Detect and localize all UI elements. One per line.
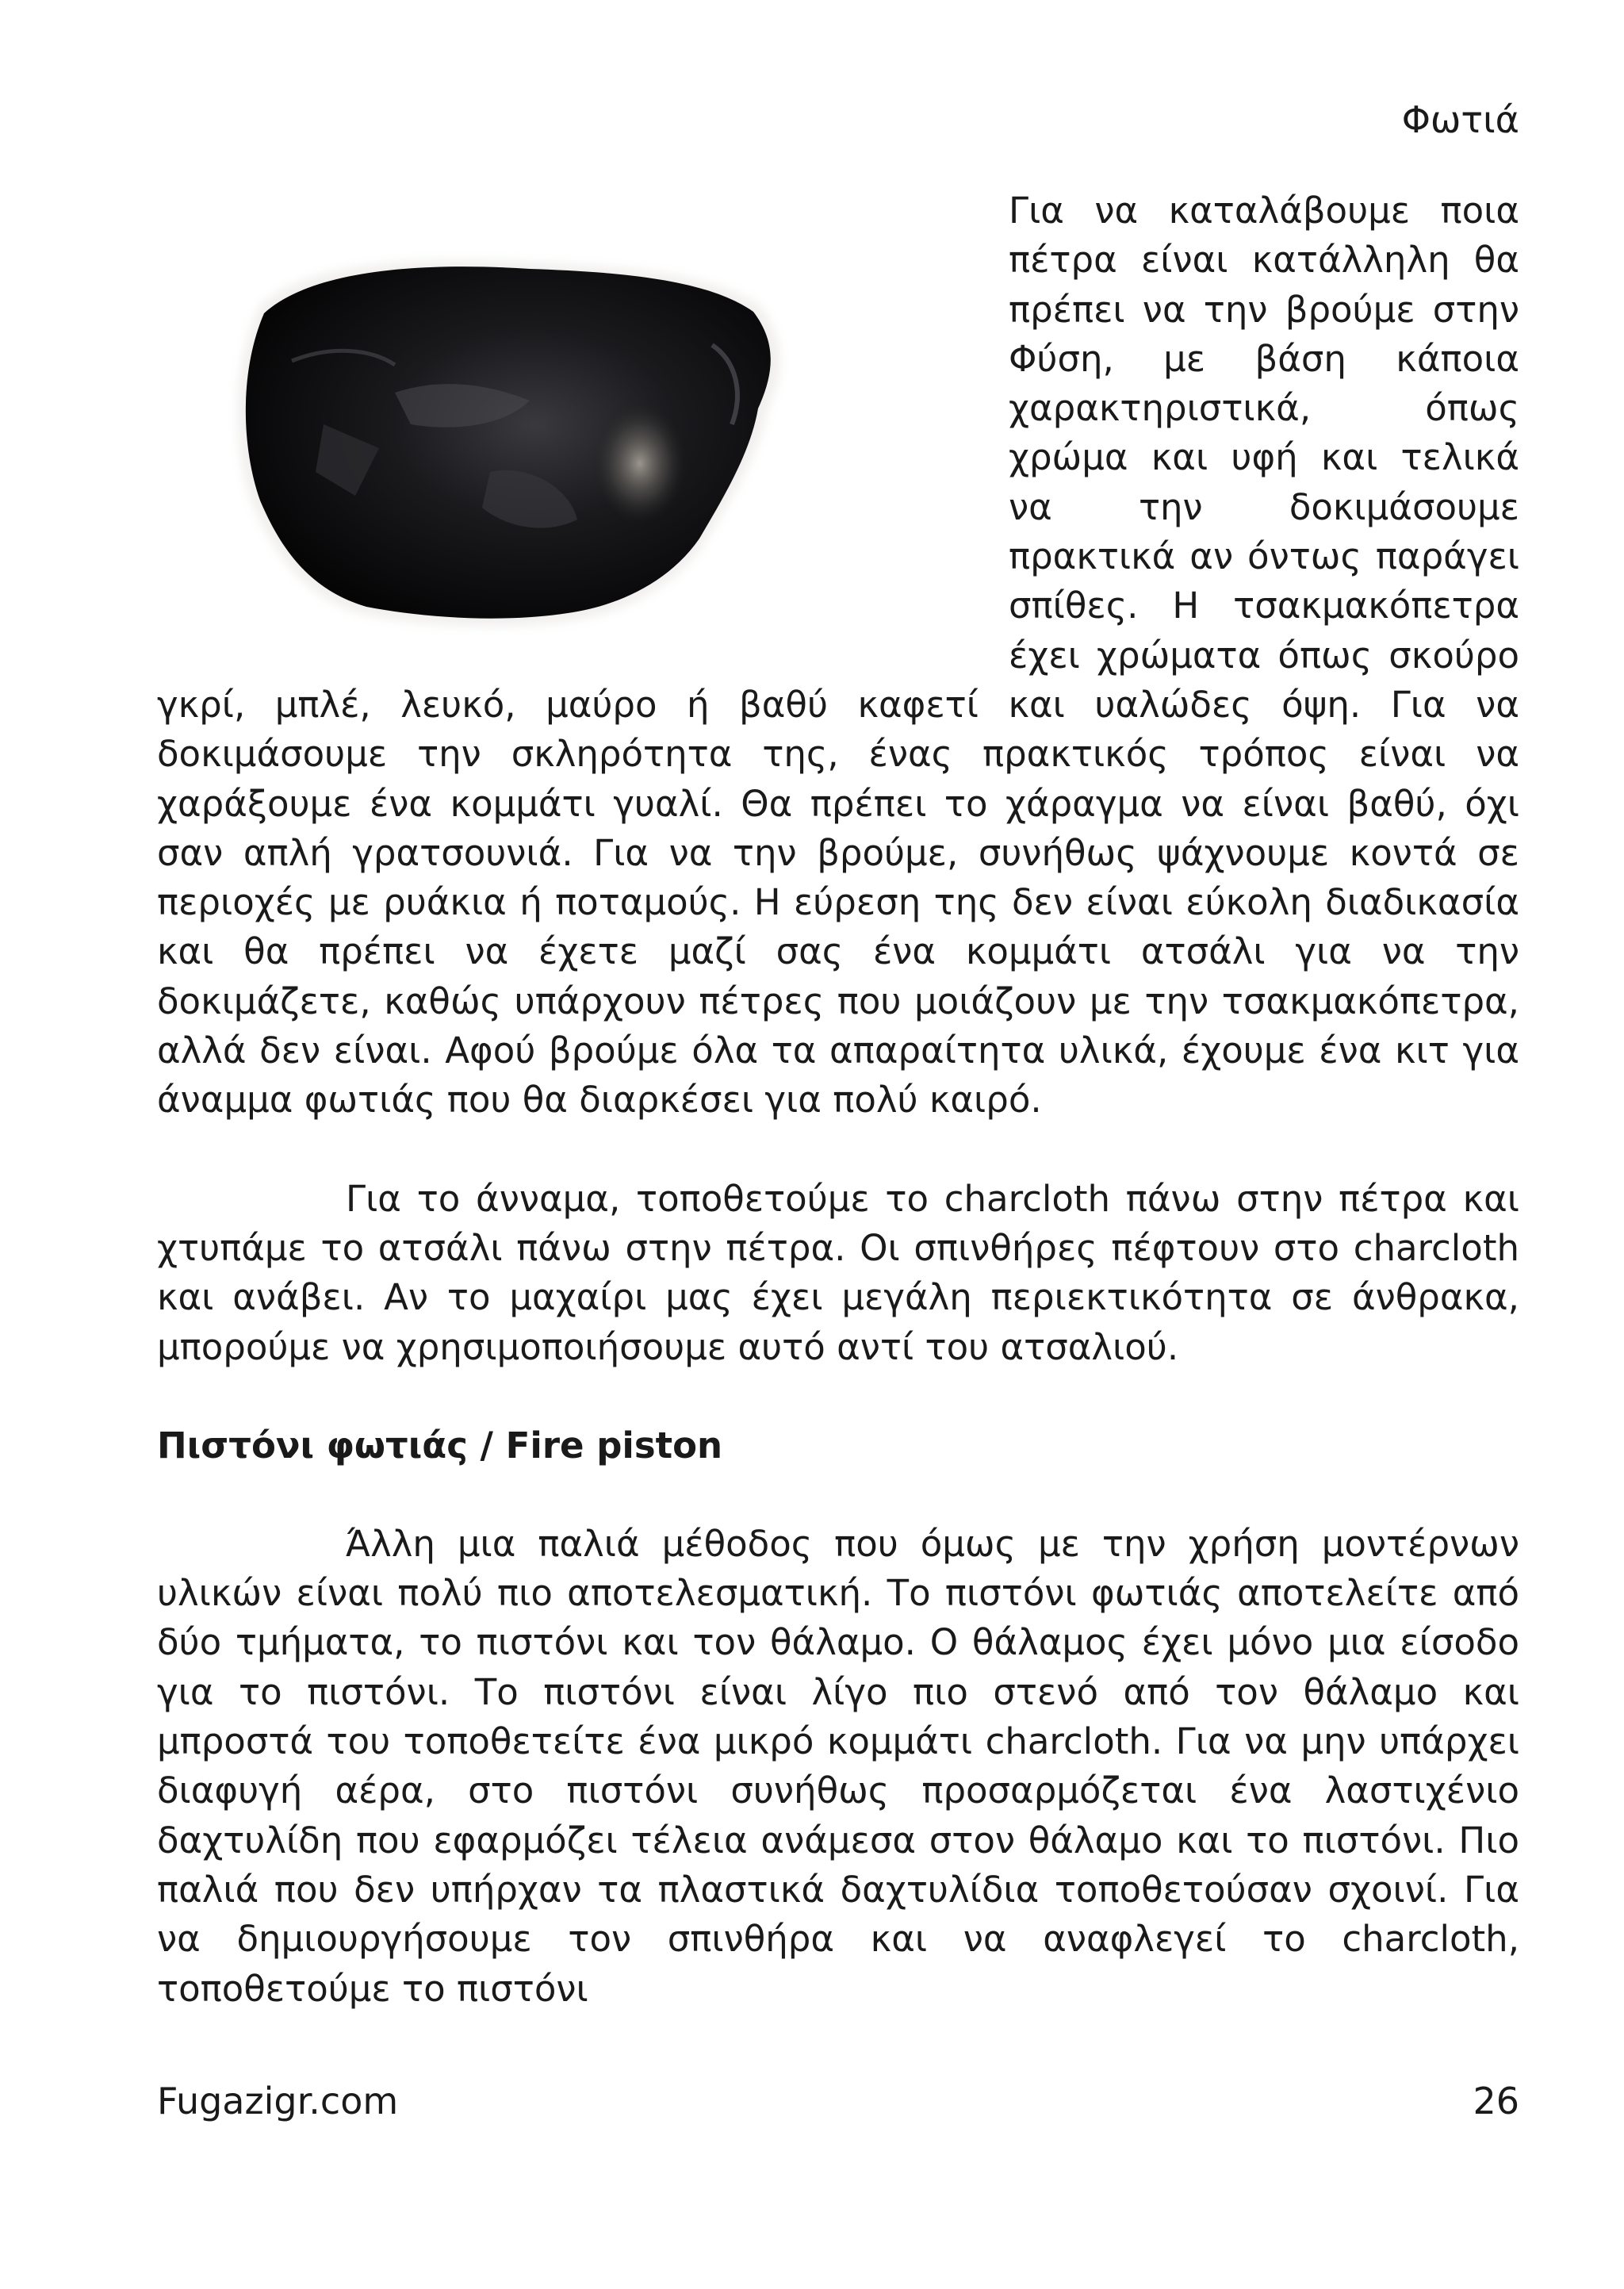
body-text bbox=[157, 186, 1519, 2014]
paragraph-lighting: Για το άνναμα, τοποθετούμε το charcloth πάνω στην πέτρα και χτυπάμε το ατσάλι πάνω στην πέτρα. Οι σπινθήρες πέφτουν στο charcloth και ανάβει. Αν το μαχαίρι μας έχει μεγάλη περιεκτικότητα σε άνθρακα, μπορούμε να χρησιμοποιήσουμε αυτό αντί του ατσαλιού. bbox=[157, 1177, 1519, 1368]
paragraph-fire-piston: Άλλη μια παλιά μέθοδος που όμως με την χρήση μοντέρνων υλικών είναι πολύ πιο αποτελεσματική. Το πιστόνι φωτιάς αποτελείτε από δύο τμήματα, το πιστόνι και τον θάλαμο. Ο θάλαμος έχει μόνο μια είσοδο για το πιστόνι. Το πιστόνι είναι λίγο πιο στενό από τον θάλαμο και μπροστά του τοποθετείτε ένα μικρό κομμάτι charcloth. Για να μην υπάρχει διαφυγή αέρα, στο πιστόνι συνήθως προσαρμόζεται ένα λαστιχένιο δαχτυλίδη που εφαρμόζει τέλεια ανάμεσα στον θάλαμο και το πιστόνι. Πιο παλιά που δεν υπήρχαν τα πλαστικά δαχτυλίδια τοποθετούσαν σχοινί. Για να δημιουργήσουμε τον σπινθήρα και να αναφλεγεί το charcloth, τοποθετούμε το πιστόνι bbox=[157, 1522, 1519, 2010]
flint-stone-image bbox=[157, 186, 874, 654]
chapter-title: Φωτιά bbox=[1401, 98, 1519, 141]
footer-site: Fugazigr.com bbox=[157, 2080, 399, 2122]
flint-stone-icon bbox=[157, 186, 874, 654]
section-heading-fire-piston: Πιστόνι φωτιάς / Fire piston bbox=[157, 1424, 723, 1467]
page-number: 26 bbox=[1473, 2080, 1519, 2122]
paragraph-flint-identification: Για να καταλάβουμε ποια πέτρα είναι κατάλληλη θα πρέπει να την βρούμε στην Φύση, με βάση κάποια χαρακτηριστικά, όπως χρώμα και υφή και τελικά να την δοκιμάσουμε πρακτικά αν όντως παράγει σπίθες. Η τσακμακόπετρα έχει χρώματα όπως σκούρο γκρί, μπλέ, λευκό, μαύρο ή βαθύ καφετί και υαλώδες όψη. Για να δοκιμάσουμε την σκληρότητα της, ένας πρακτικός τρόπος είναι να χαράξουμε ένα κομμάτι γυαλί. Θα πρέπει το χάραγμα να είναι βαθύ, όχι σαν απλή γρατσουνιά. Για να την βρούμε, συνήθως ψάχνουμε κοντά σε περιοχές με ρυάκια ή ποταμούς. Η εύρεση της δεν είναι εύκολη διαδικασία και θα πρέπει να έχετε μαζί σας ένα κομμάτι ατσάλι για να την δοκιμάζετε, καθώς υπάρχουν πέτρες που μοιάζουν με την τσακμακόπετρα, αλλά δεν είναι. Αφού βρούμε όλα τα απαραίτητα υλικά, έχουμε ένα κιτ για άναμμα φωτιάς που θα διαρκέσει για πολύ καιρό. bbox=[157, 190, 1519, 1121]
